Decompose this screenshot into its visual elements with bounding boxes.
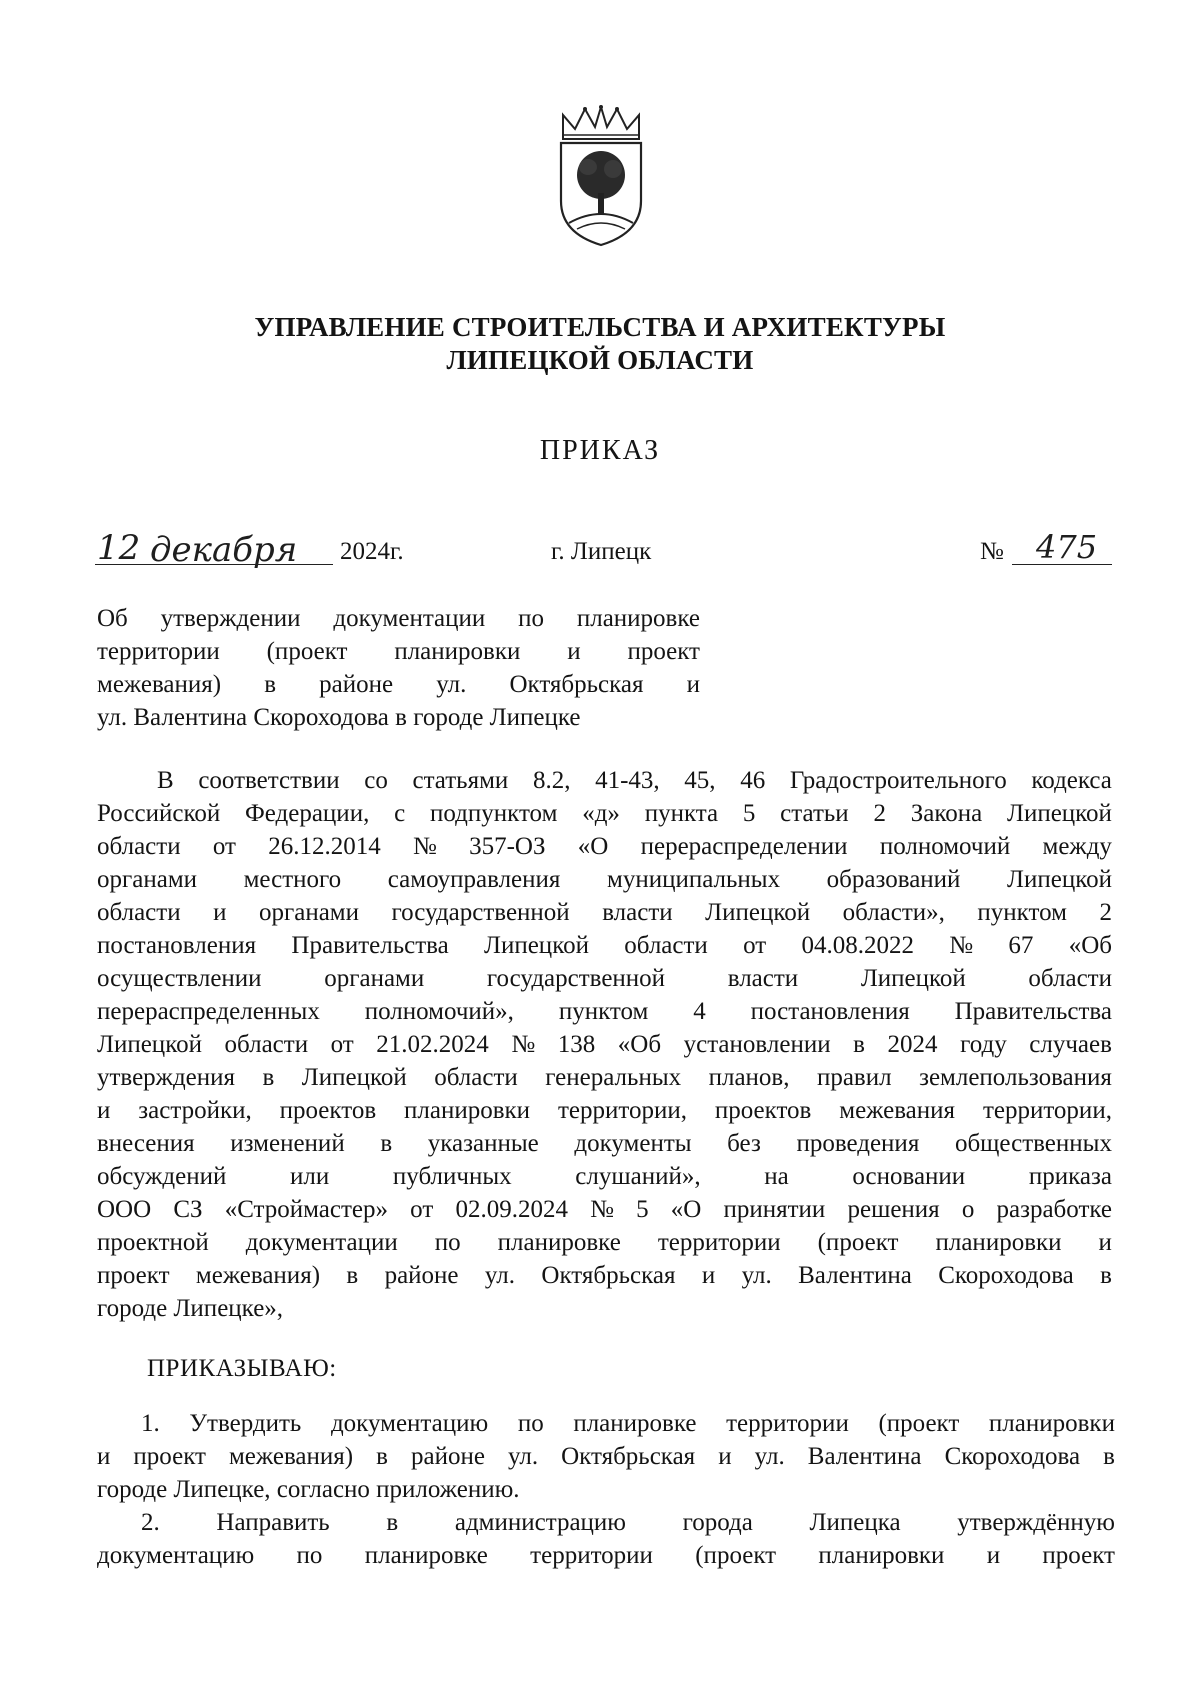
body-line: В соответствии со статьями 8.2, 41-43, 45, 46 Градостроительного кодекса — [157, 767, 1112, 794]
handwritten-date-month: декабря — [150, 530, 298, 570]
coat-of-arms-emblem — [555, 105, 647, 247]
body-line: обсуждений или публичных слушаний», на основании приказа — [97, 1163, 1112, 1190]
item-line: 2. Направить в администрацию города Липецка утверждённую — [141, 1509, 1115, 1536]
body-line: области и органами государственной власти Липецкой области», пунктом 2 — [97, 899, 1112, 926]
document-type-title: ПРИКАЗ — [539, 435, 661, 466]
body-line: осуществлении органами государственной власти Липецкой области — [97, 965, 1112, 992]
body-line: постановления Правительства Липецкой области от 04.08.2022 № 67 «Об — [97, 932, 1112, 959]
organization-name-line1: УПРАВЛЕНИЕ СТРОИТЕЛЬСТВА И АРХИТЕКТУРЫ — [254, 312, 946, 342]
preamble-paragraph — [97, 764, 1112, 1325]
body-line: внесения изменений в указанные документы без проведения общественных — [97, 1130, 1112, 1157]
body-line: утверждения в Липецкой области генеральных планов, правил землепользования — [97, 1064, 1112, 1091]
subject-line: территории (проект планировки и проект — [97, 638, 700, 665]
body-line: области от 26.12.2014 № 357-ОЗ «О перераспределении полномочий между — [97, 833, 1112, 860]
body-line: городе Липецке», — [97, 1295, 284, 1322]
item-line: 1. Утвердить документацию по планировке территории (проект планировки — [141, 1410, 1115, 1437]
subject-line: Об утверждении документации по планировке — [97, 605, 700, 632]
body-line: перераспределенных полномочий», пунктом 4 постановления Правительства — [97, 998, 1112, 1025]
order-directive-heading: ПРИКАЗЫВАЮ: — [147, 1355, 337, 1382]
order-subject — [97, 602, 700, 734]
body-line: ООО СЗ «Строймастер» от 02.09.2024 № 5 «О принятии решения о разработке — [97, 1196, 1112, 1223]
body-line: органами местного самоуправления муниципальных образований Липецкой — [97, 866, 1112, 893]
body-line: проект межевания) в районе ул. Октябрьская и ул. Валентина Скороходова в — [97, 1262, 1112, 1289]
handwritten-date-day: 12 — [97, 528, 141, 568]
city-name: г. Липецк — [551, 538, 652, 565]
body-line: проектной документации по планировке территории (проект планировки и — [97, 1229, 1112, 1256]
date-year: 2024г. — [340, 538, 404, 565]
handwritten-order-number: 475 — [1036, 528, 1098, 566]
item-line: документацию по планировке территории (проект планировки и проект — [97, 1542, 1115, 1569]
subject-line: ул. Валентина Скороходова в городе Липецке — [97, 704, 581, 731]
item-line: городе Липецке, согласно приложению. — [97, 1476, 520, 1503]
item-line: и проект межевания) в районе ул. Октябрьская и ул. Валентина Скороходова в — [97, 1443, 1115, 1470]
number-sign: № — [980, 538, 1004, 565]
body-line: Российской Федерации, с подпунктом «д» пункта 5 статьи 2 Закона Липецкой — [97, 800, 1112, 827]
order-items — [97, 1407, 1115, 1572]
body-line: и застройки, проектов планировки территории, проектов межевания территории, — [97, 1097, 1112, 1124]
body-line: Липецкой области от 21.02.2024 № 138 «Об установлении в 2024 году случаев — [97, 1031, 1112, 1058]
number-underline — [1012, 564, 1112, 565]
date-underline — [95, 564, 333, 565]
organization-name-line2: ЛИПЕЦКОЙ ОБЛАСТИ — [446, 345, 754, 375]
subject-line: межевания) в районе ул. Октябрьская и — [97, 671, 700, 698]
